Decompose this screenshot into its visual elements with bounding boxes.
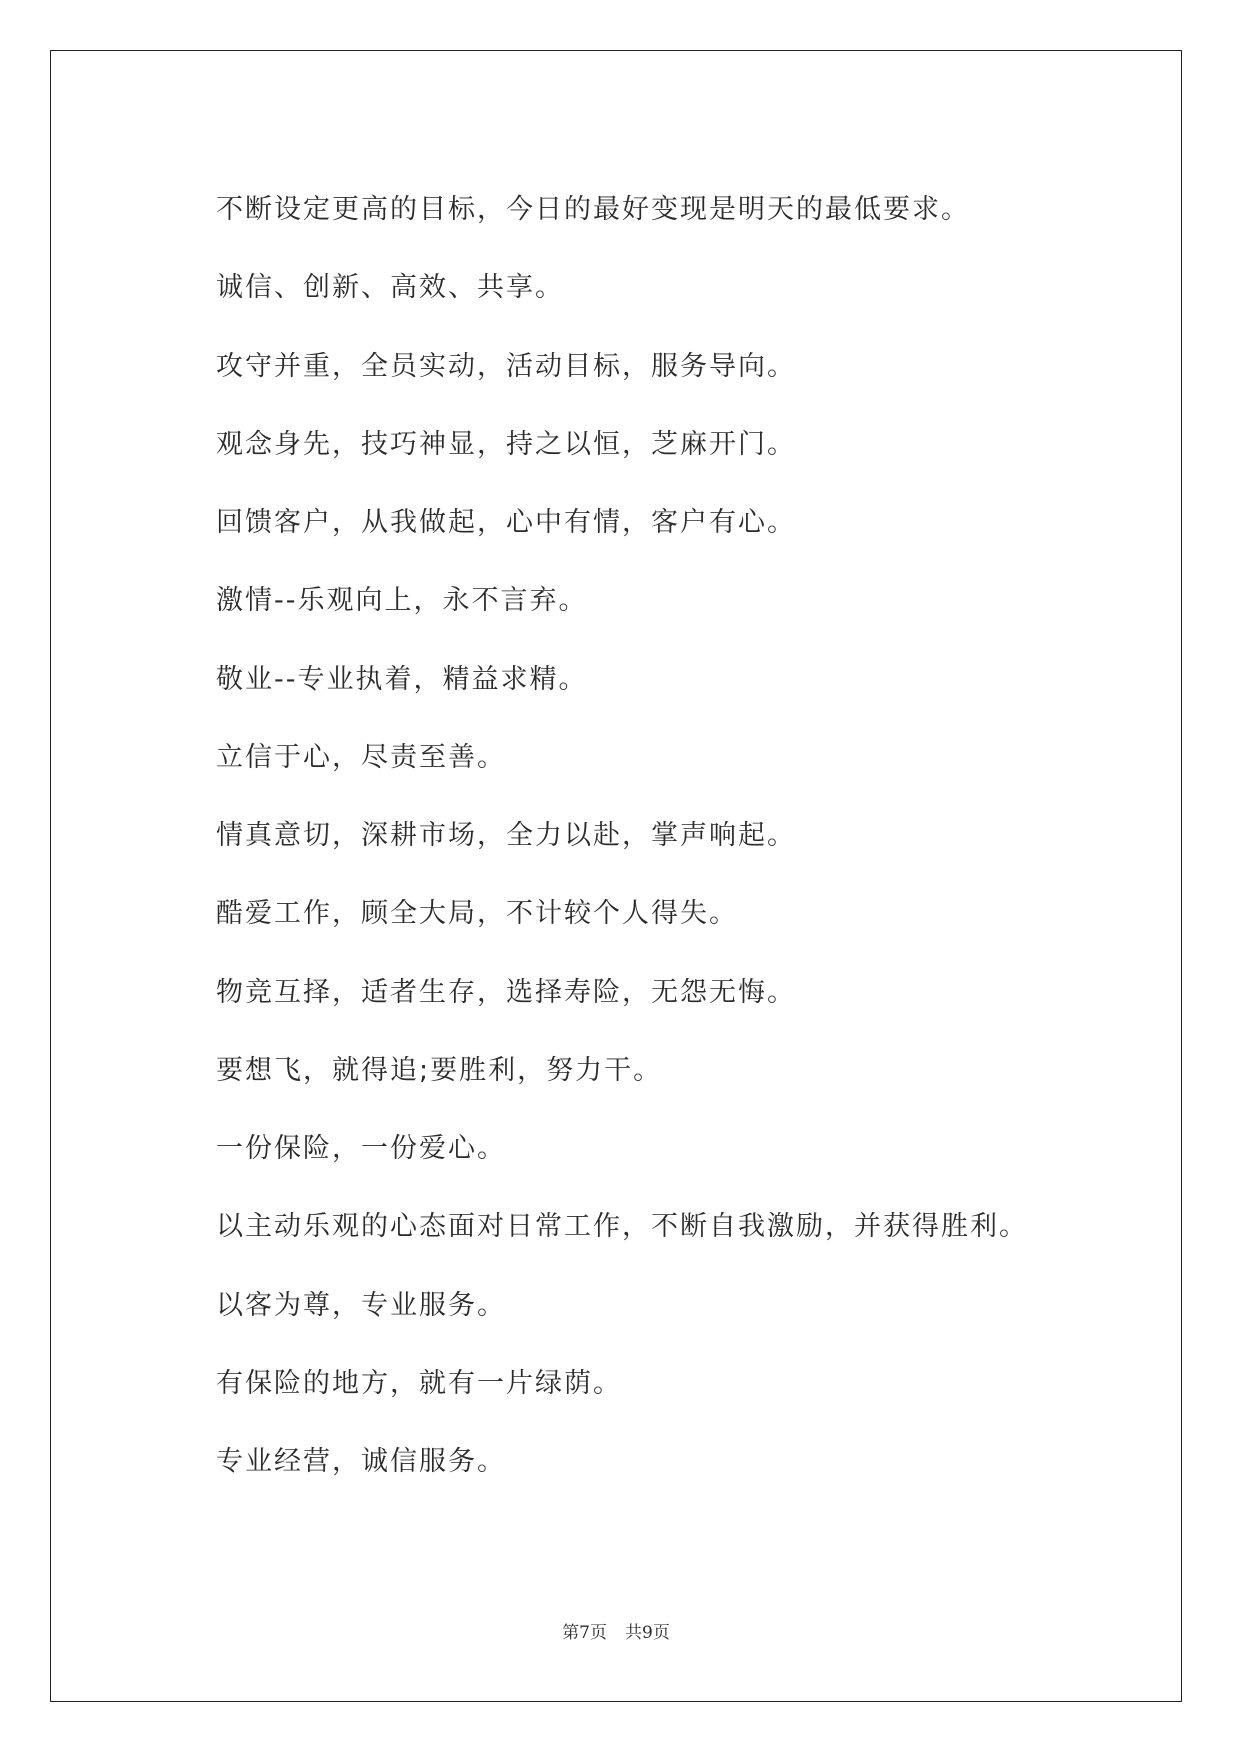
text-line: 一份保险，一份爱心。 xyxy=(216,1133,506,1164)
text-line: 观念身先，技巧神显，持之以恒，芝麻开门。 xyxy=(216,429,796,460)
page-total: 共9页 xyxy=(625,1623,670,1643)
text-line: 要想飞，就得追;要胜利，努力干。 xyxy=(216,1055,663,1086)
text-line: 诚信、创新、高效、共享。 xyxy=(216,272,564,303)
text-line: 不断设定更高的目标，今日的最好变现是明天的最低要求。 xyxy=(216,194,970,225)
text-line: 以客为尊，专业服务。 xyxy=(216,1290,506,1321)
page-footer xyxy=(51,1622,1181,1644)
text-line: 物竞互择，适者生存，选择寿险，无怨无悔。 xyxy=(216,977,796,1008)
page-number: 第7页 xyxy=(562,1623,607,1643)
document-page xyxy=(50,50,1182,1702)
text-line: 酷爱工作，顾全大局，不计较个人得失。 xyxy=(216,898,738,929)
text-line: 立信于心，尽责至善。 xyxy=(216,742,506,773)
text-line: 敬业--专业执着，精益求精。 xyxy=(216,664,588,695)
text-line: 激情--乐观向上，永不言弃。 xyxy=(216,585,588,616)
text-line: 专业经营，诚信服务。 xyxy=(216,1446,506,1477)
text-line: 回馈客户，从我做起，心中有情，客户有心。 xyxy=(216,507,796,538)
text-line: 以主动乐观的心态面对日常工作，不断自我激励，并获得胜利。 xyxy=(216,1211,1028,1242)
text-line: 攻守并重，全员实动，活动目标，服务导向。 xyxy=(216,351,796,382)
text-line: 情真意切，深耕市场，全力以赴，掌声响起。 xyxy=(216,820,796,851)
text-line: 有保险的地方，就有一片绿荫。 xyxy=(216,1368,622,1399)
